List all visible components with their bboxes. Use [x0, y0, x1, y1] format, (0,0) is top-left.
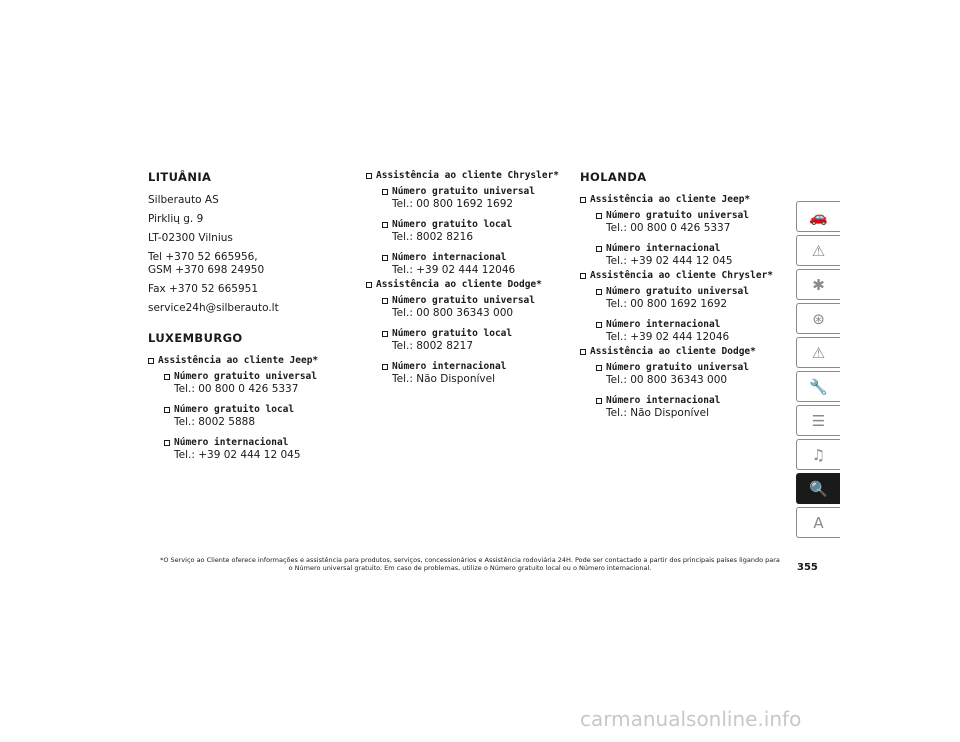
checkbox-bullet-icon	[164, 374, 170, 380]
group-chrysler: Assistência ao cliente Chrysler*	[366, 170, 566, 182]
checkbox-bullet-icon	[382, 255, 388, 261]
steering-wheel-icon: ⊛	[812, 309, 825, 328]
technical-specs-icon: ☰	[811, 411, 826, 430]
multimedia-icon: ♫	[811, 445, 826, 464]
checkbox-bullet-icon	[382, 189, 388, 195]
checkbox-bullet-icon	[596, 289, 602, 295]
address-line: Silberauto AS	[148, 194, 219, 206]
checkbox-bullet-icon	[580, 197, 586, 203]
checkbox-bullet-icon	[596, 213, 602, 219]
checkbox-bullet-icon	[596, 365, 602, 371]
checkbox-bullet-icon	[596, 398, 602, 404]
checkbox-bullet-icon	[382, 331, 388, 337]
list-item: Número gratuito local Tel.: 8002 8217	[382, 328, 566, 353]
car-info-icon: 🚗	[809, 207, 828, 226]
list-item: Número internacional Tel.: +39 02 444 12046	[382, 252, 566, 277]
tab-driving[interactable]	[796, 303, 840, 334]
email-line: service24h@silberauto.lt	[148, 302, 279, 314]
column-lituania-luxemburgo	[148, 170, 348, 470]
safety-airbag-icon: ✱	[812, 275, 825, 294]
tab-safety[interactable]	[796, 269, 840, 300]
address-line: LT-02300 Vilnius	[148, 232, 233, 244]
list-item: Número gratuito universal Tel.: 00 800 0 426 5337	[596, 210, 780, 235]
checkbox-bullet-icon	[596, 246, 602, 252]
group-chrysler: Assistência ao cliente Chrysler*	[580, 270, 780, 282]
phone-line: Tel +370 52 665956,	[148, 251, 258, 263]
heading-lituania: LITUÂNIA	[148, 170, 212, 184]
tab-service[interactable]	[796, 371, 840, 402]
column-chrysler-dodge	[366, 170, 566, 394]
address-line: Pirklių g. 9	[148, 213, 204, 225]
column-holanda	[580, 170, 780, 428]
checkbox-bullet-icon	[366, 173, 372, 179]
group-jeep: Assistência ao cliente Jeep*	[580, 194, 780, 206]
footnote: *O Serviço ao Cliente oferece informações e assistência para produtos, serviços, concessionários e Assistência rodoviária 24H. Pode ser contactado a partir dos principais países ligando para o Número universal gratuito. Em caso de problemas, utilize o Número gratuito local ou o Número internacional.	[160, 556, 780, 572]
group-jeep: Assistência ao cliente Jeep*	[148, 355, 348, 367]
checkbox-bullet-icon	[382, 222, 388, 228]
checkbox-bullet-icon	[580, 349, 586, 355]
list-item: Número internacional Tel.: +39 02 444 12 045	[596, 243, 780, 268]
tab-index[interactable]	[796, 473, 840, 504]
heading-luxemburgo: LUXEMBURGO	[148, 331, 243, 345]
checkbox-bullet-icon	[580, 273, 586, 279]
tab-car-info[interactable]	[796, 201, 840, 232]
group-dodge: Assistência ao cliente Dodge*	[580, 346, 780, 358]
checkbox-bullet-icon	[366, 282, 372, 288]
warning-lights-icon: ⚠	[811, 241, 826, 260]
chapter-tab-strip	[796, 201, 840, 541]
list-item: Número gratuito universal Tel.: 00 800 0 426 5337	[164, 371, 348, 396]
list-item: Número internacional Tel.: Não Disponível	[382, 361, 566, 386]
list-item: Número internacional Tel.: +39 02 444 12046	[596, 319, 780, 344]
roadside-emergency-icon: ⚠	[811, 343, 826, 362]
page-number: 355	[797, 562, 818, 573]
list-item: Número gratuito local Tel.: 8002 5888	[164, 404, 348, 429]
list-item: Número gratuito universal Tel.: 00 800 1692 1692	[382, 186, 566, 211]
checkbox-bullet-icon	[148, 358, 154, 364]
heading-holanda: HOLANDA	[580, 170, 647, 184]
watermark: carmanualsonline.info	[580, 707, 802, 731]
search-index-icon: 🔍	[809, 479, 828, 498]
checkbox-bullet-icon	[164, 440, 170, 446]
tab-multimedia[interactable]	[796, 439, 840, 470]
list-item: Número internacional Tel.: +39 02 444 12 045	[164, 437, 348, 462]
gsm-line: GSM +370 698 24950	[148, 264, 265, 276]
list-item: Número gratuito universal Tel.: 00 800 1692 1692	[596, 286, 780, 311]
tab-warning-lights[interactable]	[796, 235, 840, 266]
group-dodge: Assistência ao cliente Dodge*	[366, 279, 566, 291]
list-item: Número internacional Tel.: Não Disponível	[596, 395, 780, 420]
service-maintenance-icon: 🔧	[809, 377, 828, 396]
checkbox-bullet-icon	[164, 407, 170, 413]
checkbox-bullet-icon	[382, 298, 388, 304]
list-item: Número gratuito local Tel.: 8002 8216	[382, 219, 566, 244]
fax-line: Fax +370 52 665951	[148, 283, 259, 295]
tab-languages[interactable]	[796, 507, 840, 538]
languages-icon: A	[813, 513, 824, 532]
list-item: Número gratuito universal Tel.: 00 800 36343 000	[382, 295, 566, 320]
list-item: Número gratuito universal Tel.: 00 800 36343 000	[596, 362, 780, 387]
tab-emergency[interactable]	[796, 337, 840, 368]
tab-specs[interactable]	[796, 405, 840, 436]
checkbox-bullet-icon	[596, 322, 602, 328]
checkbox-bullet-icon	[382, 364, 388, 370]
